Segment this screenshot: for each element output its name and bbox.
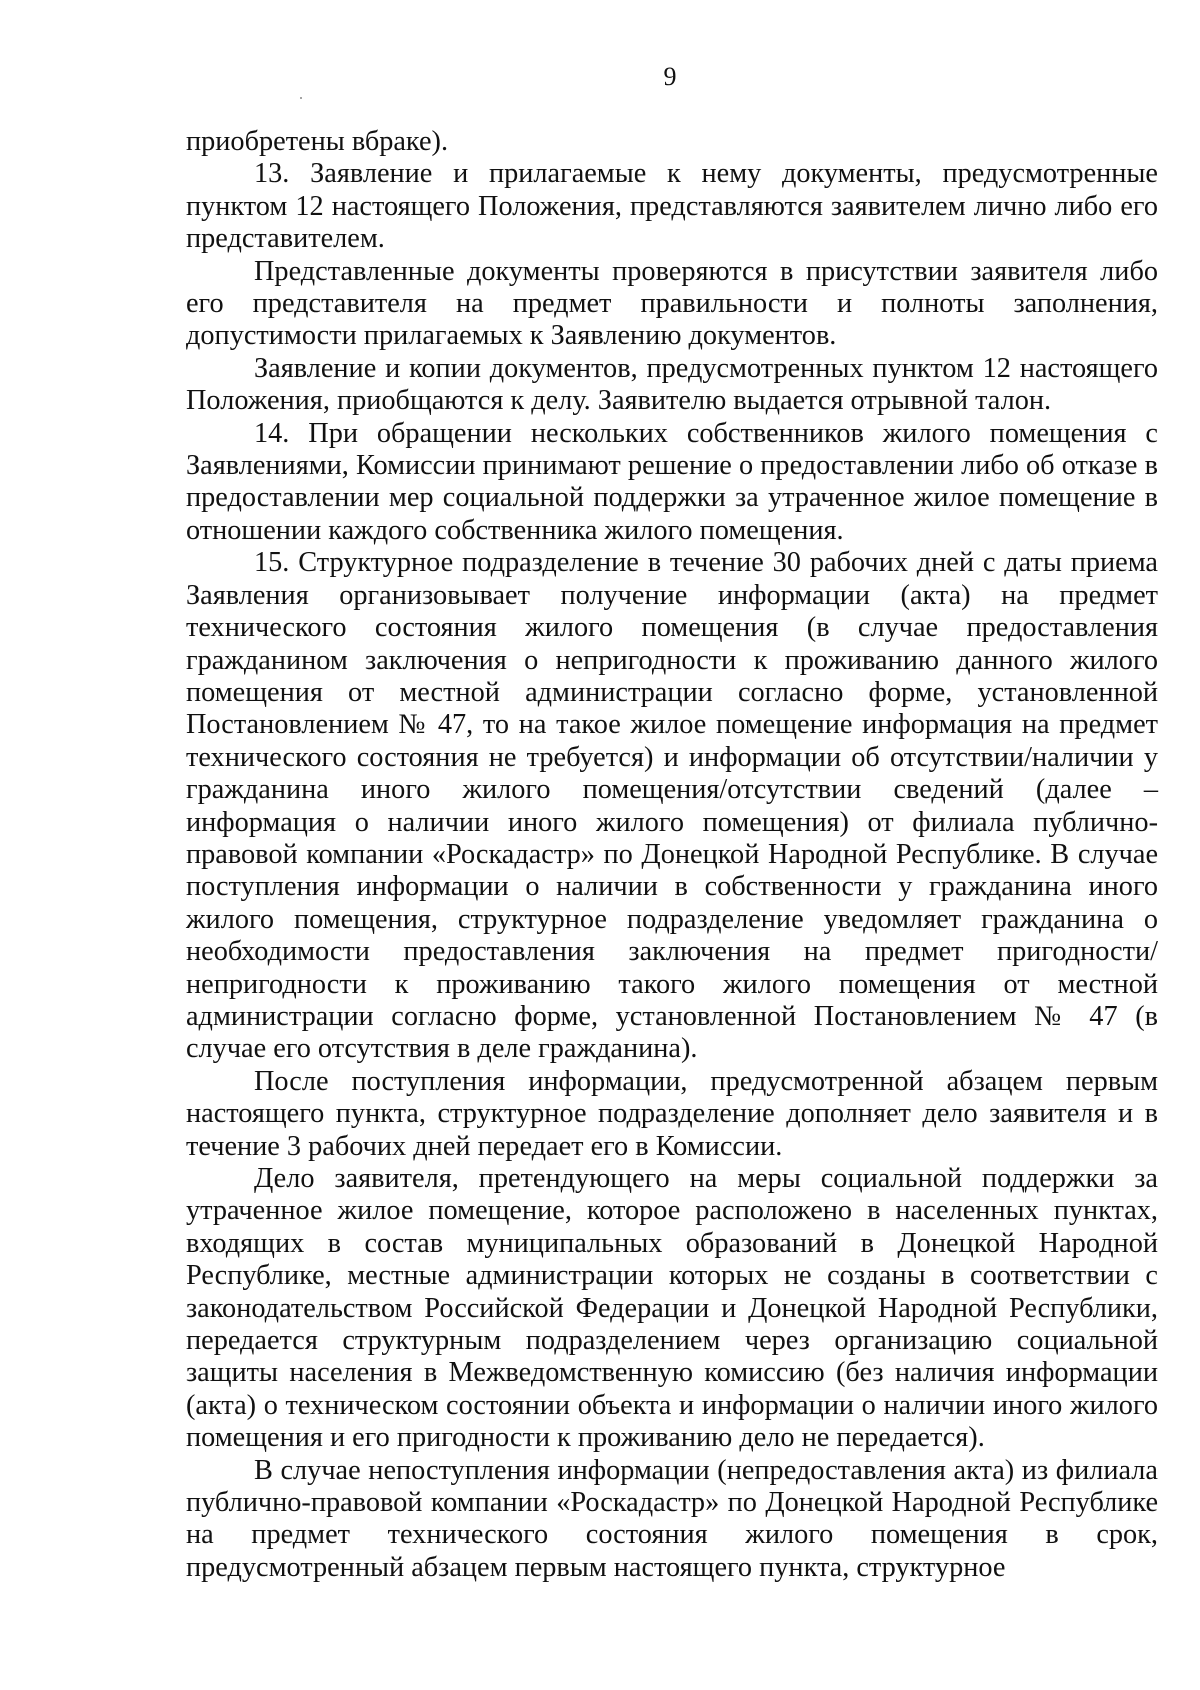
page-number: 9 — [663, 62, 677, 91]
paragraph-item-15: 15. Структурное подразделение в течение 30 рабочих дней с даты приема Заявления организовывает получение информации (акта) на предмет технического состояния жилого помещения (в случае предоставления гражданином заключения о непригодности к проживанию данного жилого помещения от местной администрации согласно форме, установленной Постановлением № 47, то на такое жилое помещение информация на предмет технического состояния не требуется) и информации об отсутствии/наличии у гражданина иного жилого помещения/отсутствии сведений (далее – информация о наличии иного жилого помещения) от филиала публично-правовой компании «Роскадастр» по Донецкой Народной Республике. В случае поступления информации о наличии в собственности у гражданина иного жилого помещения, структурное подразделение уведомляет гражданина о необходимости предоставления заключения на предмет пригодности/непригодности к проживанию такого жилого помещения от местной администрации согласно форме, установленной Постановлением № 47 (в случае его отсутствия в деле гражданина). — [186, 547, 1158, 1065]
document-body — [186, 126, 1158, 1584]
paragraph-after-receipt: После поступления информации, предусмотренной абзацем первым настоящего пункта, структурное подразделение дополняет дело заявителя и в течение 3 рабочих дней передает его в Комиссии. — [186, 1065, 1158, 1162]
paragraph-applicant-case: Дело заявителя, претендующего на меры социальной поддержки за утраченное жилое помещение, которое расположено в населенных пунктах, входящих в состав муниципальных образований в Донецкой Народной Республике, местные администрации которых не созданы в соответствии с законодательством Российской Федерации и Донецкой Народной Республики, передается структурным подразделением через организацию социальной защиты населения в Межведомственную комиссию (без наличия информации (акта) о техническом состоянии объекта и информации о наличии иного жилого помещения и его пригодности к проживанию дело не передается). — [186, 1163, 1158, 1454]
paragraph-item-14: 14. При обращении нескольких собственников жилого помещения с Заявлениями, Комиссии принимают решение о предоставлении либо об отказе в предоставлении мер социальной поддержки за утраченное жилое помещение в отношении каждого собственника жилого помещения. — [186, 417, 1158, 546]
scan-speck — [300, 97, 302, 99]
paragraph-non-receipt: В случае непоступления информации (непредоставления акта) из филиала публично-правовой компании «Роскадастр» по Донецкой Народной Республике на предмет технического состояния жилого помещения в срок, предусмотренный абзацем первым настоящего пункта, структурное — [186, 1454, 1158, 1583]
paragraph-documents-check: Представленные документы проверяются в присутствии заявителя либо его представителя на предмет правильности и полноты заполнения, допустимости прилагаемых к Заявлению документов. — [186, 255, 1158, 352]
paragraph-item-13: 13. Заявление и прилагаемые к нему документы, предусмотренные пунктом 12 настоящего Положения, представляются заявителем лично либо его представителем. — [186, 158, 1158, 255]
paragraph-continuation: приобретены вбраке). — [186, 126, 449, 157]
paragraph-documents-attached: Заявление и копии документов, предусмотренных пунктом 12 настоящего Положения, приобщаются к делу. Заявителю выдается отрывной талон. — [186, 352, 1158, 417]
